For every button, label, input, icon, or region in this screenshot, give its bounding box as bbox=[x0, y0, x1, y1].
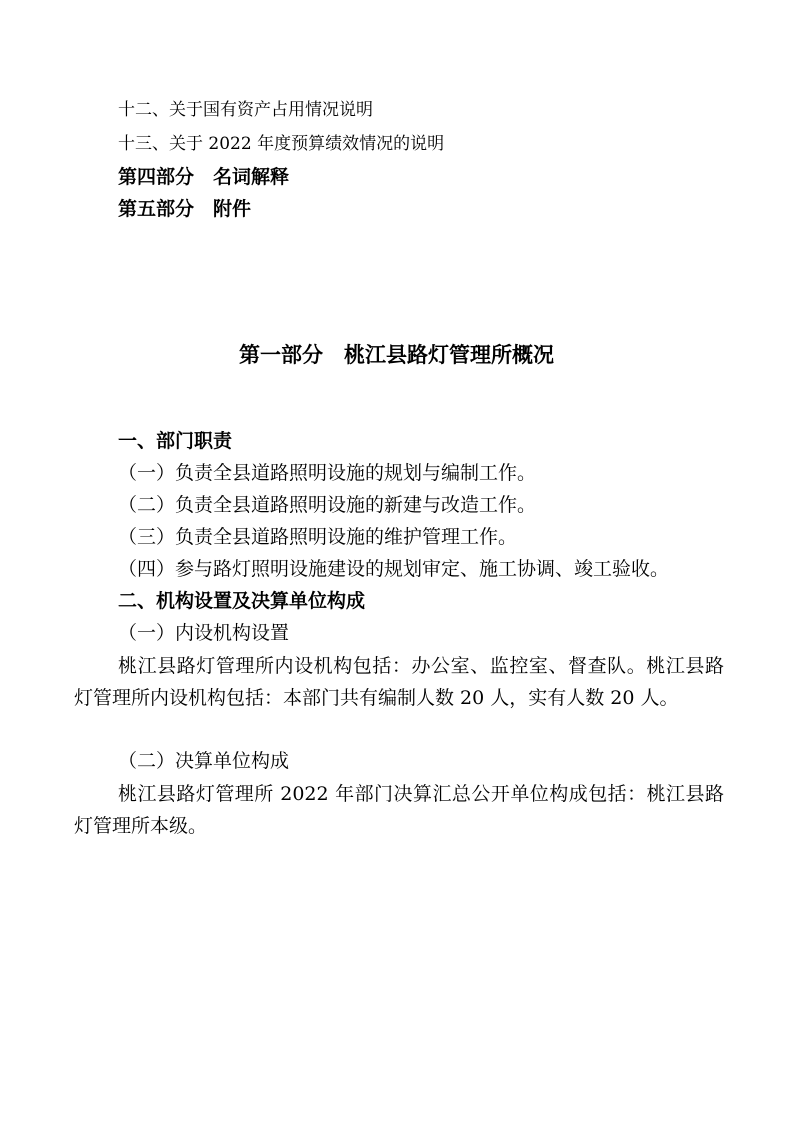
duty-item-2: （二）负责全县道路照明设施的新建与改造工作。 bbox=[118, 494, 537, 516]
section-2-heading: 二、机构设置及决算单位构成 bbox=[118, 590, 366, 612]
section-1-heading: 一、部门职责 bbox=[118, 430, 233, 452]
part-one-title: 第一部分 桃江县路灯管理所概况 bbox=[239, 342, 554, 367]
duty-item-4: （四）参与路灯照明设施建设的规划审定、施工协调、竣工验收。 bbox=[118, 558, 670, 580]
toc-item-12: 十二、关于国有资产占用情况说明 bbox=[118, 100, 373, 120]
toc-part-4: 第四部分 名词解释 bbox=[118, 166, 290, 188]
subsection-internal-structure-title: （一）内设机构设置 bbox=[118, 622, 290, 644]
toc-item-13: 十三、关于 2022 年度预算绩效情况的说明 bbox=[118, 134, 445, 154]
toc-part-5: 第五部分 附件 bbox=[118, 198, 252, 220]
duty-item-3: （三）负责全县道路照明设施的维护管理工作。 bbox=[118, 526, 518, 548]
unit-composition-paragraph: 桃江县路灯管理所 2022 年部门决算汇总公开单位构成包括：桃江县路灯管理所本级。 bbox=[74, 783, 724, 837]
subsection-unit-composition-title: （二）决算单位构成 bbox=[118, 750, 290, 772]
duty-item-1: （一）负责全县道路照明设施的规划与编制工作。 bbox=[118, 462, 537, 484]
internal-structure-paragraph: 桃江县路灯管理所内设机构包括：办公室、监控室、督查队。桃江县路灯管理所内设机构包括：本部门共有编制人数 20 人，实有人数 20 人。 bbox=[74, 655, 724, 709]
